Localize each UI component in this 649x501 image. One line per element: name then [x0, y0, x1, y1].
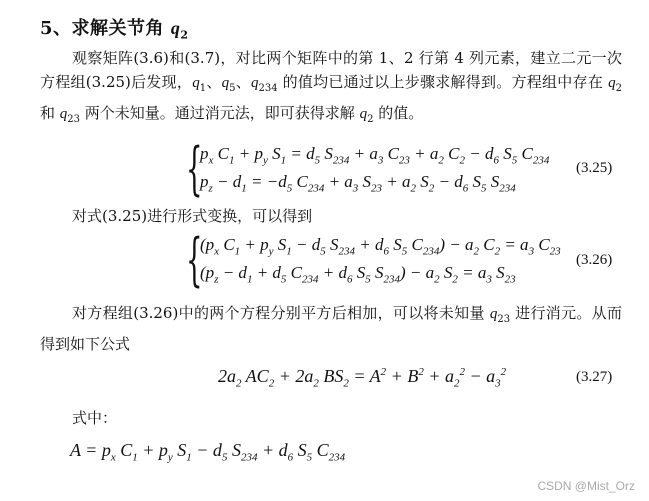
- paragraph-where: [40, 406, 622, 430]
- para3-text-b: 进行消元。从而得到如下公式: [40, 304, 622, 353]
- paragraph-eliminate: [40, 301, 622, 356]
- equation-number-3-27: (3.27): [576, 369, 613, 385]
- var-q2-sub: 2: [615, 83, 622, 94]
- var-q2: q: [608, 75, 616, 91]
- eq325-line2: $p_z - d_1 = -d_5$ $C_{234} + a_3$ $S_{23} + a_2$ $S_2 - d_6$ $S_5$ $S_{234}$: [200, 172, 516, 195]
- var-q234: q: [251, 75, 259, 91]
- eq326-line2: ($p_z - d_1 + d_5$ $C_{234} + d_6$ $S_5$ $S_{234}) - a_2$ $S_2 = a_3$ $S_{23}$: [200, 263, 516, 286]
- brace-3-26: {: [186, 228, 203, 295]
- para3-text-a: 对方程组(3.26)中的两个方程分别平方后相加，可以将未知量: [72, 304, 490, 322]
- equation-3-27: $2a_2$ $AC_2 + 2a_2$ $BS_2 = A^2 + B^2 + a_2^2 - a_3^2$: [218, 366, 507, 390]
- var-q23-sub: 23: [67, 114, 81, 125]
- paragraph-intro: [40, 46, 622, 132]
- var-q2-b: q: [359, 106, 368, 122]
- section-heading: [40, 14, 188, 42]
- para1-text-c: 和: [40, 104, 60, 122]
- var-q1-sub: 1: [199, 83, 207, 94]
- var-q5-sub: 5: [229, 83, 236, 94]
- heading-variable-sub: 2: [180, 28, 189, 42]
- para1-text-b: 的值均已通过以上步骤求解得到。方程组中存在: [277, 73, 609, 91]
- para1-text-e: 的值。: [373, 104, 424, 122]
- var-q5: q: [221, 75, 230, 91]
- brace-3-25: {: [186, 137, 203, 204]
- para1-text-d: 两个未知量。通过消元法，即可获得求解: [80, 104, 360, 122]
- var-q23: q: [59, 106, 68, 122]
- equation-number-3-26: (3.26): [576, 252, 613, 268]
- eq325-line1: $p_x$ $C_1 + p_y$ $S_1 = d_5$ $S_{234} + a_3$ $C_{23} + a_2$ $C_2 - d_6$ $S_5$ $C_{234}$: [200, 144, 550, 167]
- para1-sep2: 、: [235, 73, 251, 91]
- heading-variable: q: [170, 18, 181, 38]
- watermark: CSDN @Mist_Orz: [537, 479, 635, 493]
- section-number: 5、: [40, 18, 72, 39]
- var-q23-c: q: [489, 306, 498, 322]
- section-title: 求解关节角: [71, 18, 171, 39]
- var-q2-b-sub: 2: [367, 114, 374, 125]
- var-q1: q: [192, 75, 200, 91]
- eq326-line1: ($p_x$ $C_1 + p_y$ $S_1 - d_5$ $S_{234} + d_6$ $S_5$ $C_{234}) - a_2$ $C_2 = a_3$ $C_{23}$: [200, 235, 561, 258]
- paragraph-transform: [40, 204, 622, 228]
- var-q23-c-sub: 23: [497, 314, 511, 325]
- para1-sep1: 、: [206, 73, 222, 91]
- equation-A-definition: $A = p_x$ $C_1 + p_y$ $S_1 - d_5$ $S_{234} + d_6$ $S_5$ $C_{234}$: [70, 440, 346, 464]
- equation-number-3-25: (3.25): [576, 160, 613, 176]
- var-q234-sub: 234: [258, 83, 278, 94]
- para1-text-a: 观察矩阵(3.6)和(3.7)，对比两个矩阵中的第 1、2 行第 4 列元素，建立二元一次方程组(3.25)后发现，: [40, 49, 622, 91]
- para2-text: 对式(3.25)进行形式变换，可以得到: [72, 207, 313, 225]
- para4-text: 式中：: [72, 409, 118, 427]
